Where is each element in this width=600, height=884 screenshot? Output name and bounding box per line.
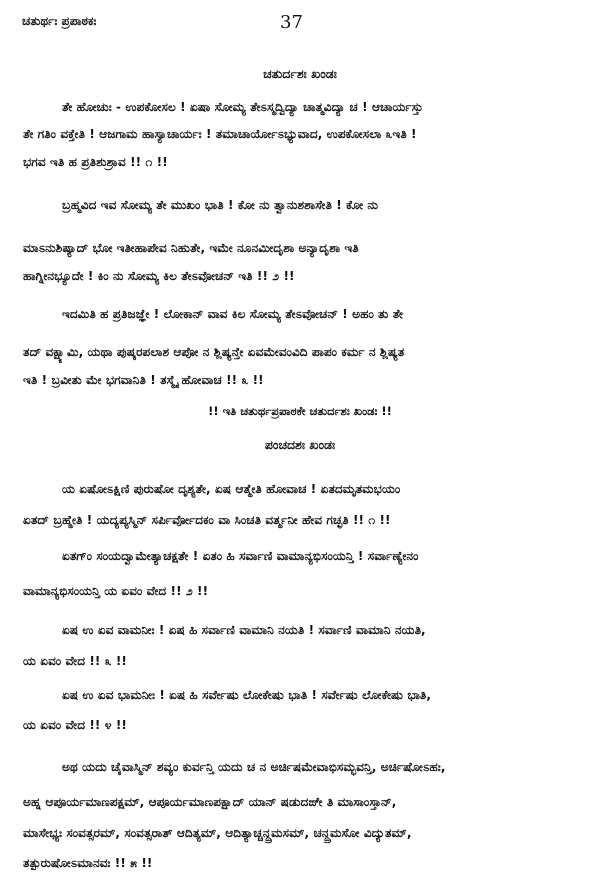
text-line: ಯ ಏವಂ ವೇದ !! ೩ !!: [23, 654, 128, 668]
text-line: ಅಹ್ನ ಆಪೂರ್ಯಮಾಣಪಕ್ಷಮ್, ಆಪೂರ್ಯಮಾಣಪಕ್ಷಾದ್ ಯಾನ್ ಷಡುದಙೇ ತಿ ಮಾಸಾಂಸ್ತಾನ್,: [23, 795, 397, 809]
text-line: ಬ್ರಹ್ಮವಿದ ಇವ ಸೋಮ್ಯ ತೇ ಮುಖಂ ಭಾತಿ ! ಕೋ ನು ತ್ವಾನುಶಶಾಸೇತಿ ! ಕೋ ನು: [62, 198, 379, 212]
text-line: ತೇ ಹೋಚುಃ - ಉಪಕೋಸಲ ! ಏಷಾ ಸೋಮ್ಯ ತೇಽಸ್ಮದ್ವಿದ್ಯಾ ಚಾತ್ಮವಿದ್ಯಾ ಚ ! ಆಚಾರ್ಯಸ್ತು: [62, 100, 424, 114]
text-line: ತದ್ ವಕ್ಷ್ಯಾಮಿ, ಯಥಾ ಪುಷ್ಕರಪಲಾಶ ಆಪೋ ನ ಶ್ಲಿಷ್ಯನ್ತೇ ಏವಮೇವಂವಿದಿ ಪಾಪಂ ಕರ್ಮ ನ ಶ್ಲಿಷ್ಯತ: [23, 345, 405, 359]
text-line: ಏತದ್ ಬ್ರಹ್ಮೇತಿ ! ಯದ್ಯಪ್ಯಸ್ಮಿನ್ ಸರ್ಪಿರ್ವೋದಕಂ ವಾ ಸಿಂಚತಿ ವರ್ತ್ಮನೀ ಹೇವ ಗಚ್ಛತಿ !! ೧ !!: [23, 513, 391, 527]
text-line: ಅಥ ಯದು ಚೈವಾಸ್ಮಿನ್ ಶವ್ಯಂ ಕುರ್ವನ್ತಿ ಯದು ಚ ನ ಅರ್ಚಿಷಮೇವಾಭಿಸಮ್ಭವನ್ತಿ, ಅರ್ಚಿಷೋಽಹಃ,: [62, 760, 446, 774]
text-line: ತೇ ಗತಿಂ ವಕ್ತೇತಿ ! ಆಜಗಾಮ ಹಾಸ್ಯಾಚಾರ್ಯಃ ! ತಮಾಚಾರ್ಯೋಽಭ್ಯುವಾದ, ಉಪಕೋಸಲಾ ೩ಇತಿ !: [23, 127, 417, 141]
text-line: ಯ ಏವಂ ವೇದ !! ೪ !!: [23, 718, 128, 732]
text-line: ಮಾಸೇಭ್ಯಃ ಸಂವತ್ಸರಮ್, ಸಂವತ್ಸರಾತ್ ಆದಿತ್ಯಮ್, ಆದಿತ್ಯಾಚ್ಚನ್ದ್ರಮಸಮ್, ಚನ್ದ್ರಮಸೋ ವಿದ್ಯುತಮ್,: [23, 826, 412, 840]
text-line: ಹಾಗ್ನೀನಭ್ಯೂದೇ ! ಕಿಂ ನು ಸೋಮ್ಯ ಕಿಲ ತೇಽವೋಚನ್ ಇತಿ !! ೨ !!: [23, 269, 295, 283]
text-line: ತತ್ಪುರುಷೋಽಮಾನವಃ !! ೫ !!: [23, 856, 153, 870]
text-line: ಮಾಽನುಶಿಷ್ಯಾದ್ ಭೋ ಇತೀಹಾಪೇವ ನಿಹುತೇ, ಇಮೇ ನೂನಮೀದೃಶಾ ಅನ್ಯಾದೃಶಾ ಇತಿ: [23, 241, 359, 255]
running-title: ಚತುರ್ಥಃ ಪ್ರಪಾಠಕಃ: [22, 14, 97, 28]
page-number: 37: [280, 12, 303, 33]
text-line: ಇದಮಿತಿ ಹ ಪ್ರತಿಜಜ್ಞೇ ! ಲೋಕಾನ್ ವಾವ ಕಿಲ ಸೋಮ್ಯ ತೇಽವೋಚನ್ ! ಅಹಂ ತು ತೇ: [62, 307, 404, 321]
section-14-heading: ಚತುರ್ದಶಃ ಖಂಡಃ: [263, 66, 337, 81]
text-line: ವಾಮಾನ್ಯಭಿಸಂಯನ್ತಿ ಯ ಏವಂ ವೇದ !! ೨ !!: [23, 584, 209, 598]
text-line: ಏತಗ್ಂ ಸಂಯದ್ವಾಮೇತ್ಯಾಚಕ್ಷತೇ ! ಏತಂ ಹಿ ಸರ್ವಾಣಿ ವಾಮಾನ್ಯಭಿಸಂಯನ್ತಿ ! ಸರ್ವಾಣ್ಯೇನಂ: [62, 549, 419, 563]
text-line: ಏಷ ಉ ಏವ ಭಾಮನೀಃ ! ಏಷ ಹಿ ಸರ್ವೇಷು ಲೋಕೇಷು ಭಾತಿ ! ಸರ್ವೇಷು ಲೋಕೇಷು ಭಾತಿ,: [62, 688, 432, 702]
section-14-colophon: !! ಇತಿ ಚತುರ್ಥಪ್ರಪಾಠಕೇ ಚತುರ್ದಶಃ ಖಂಡಃ !!: [208, 404, 392, 418]
text-line: ಏಷ ಉ ಏವ ವಾಮನೀಃ ! ಏಷ ಹಿ ಸರ್ವಾಣಿ ವಾಮಾನಿ ನಯತಿ ! ಸರ್ವಾಣಿ ವಾಮಾನಿ ನಯತಿ,: [62, 623, 426, 637]
text-line: ಇತಿ ! ಬ್ರವೀತು ಮೇ ಭಗವಾನಿತಿ ! ತಸ್ಮೈ ಹೋವಾಚ !! ೩ !!: [23, 373, 264, 387]
text-line: ಯ ಏಷೋಽಕ್ಷಿಣಿ ಪುರುಷೋ ದೃಶ್ಯತೇ, ಏಷ ಆತ್ಮೇತಿ ಹೋವಾಚ ! ಏತದಮೃತಮಭಯಂ: [62, 482, 401, 496]
section-15-heading: ಪಂಚದಶಃ ಖಂಡಃ: [264, 437, 336, 452]
text-line: ಭಗವ ಇತಿ ಹ ಪ್ರತಿಶುಶ್ರಾವ !! ೧ !!: [23, 155, 168, 169]
page-header: [0, 0, 600, 40]
